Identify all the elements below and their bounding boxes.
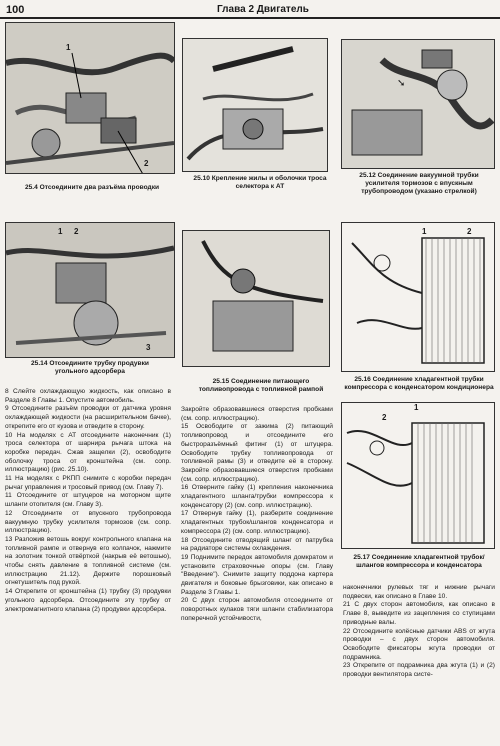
- paragraph: 11 Отсоедините от штуцеров на моторном щите шланги отопителя (см. Главу 3).: [5, 492, 171, 509]
- figure-25-17: [341, 402, 495, 549]
- figure-25-4: [5, 22, 175, 174]
- chapter-title: Глава 2 Двигатель: [217, 4, 309, 15]
- caption-25-15: 25.15 Соединение питающего топливопровода с топливной рампой: [198, 378, 324, 393]
- figure-25-15: [182, 230, 330, 367]
- paragraph: 11 На моделях с РКПП снимите с коробки передач рычаг управления и тросовый привод (см. Главу 7).: [5, 475, 171, 491]
- figure-25-14: [5, 222, 175, 358]
- paragraph: Закройте образовавшиеся отверстия пробками (см. сопр. иллюстрацию).: [181, 406, 333, 422]
- caption-25-12: 25.12 Соединение вакуумной трубки усилителя тормозов с впускным трубопроводом (указано стрелкой): [359, 172, 479, 195]
- condenser-diagram: [342, 223, 494, 371]
- paragraph: 17 Отвернув гайку (1), разберите соединение хладагентных трубок/шлангов конденсатора и компрессора (2) (см. сопр. иллюстрацию).: [181, 510, 333, 535]
- callout-2: 2: [74, 227, 79, 236]
- paragraph: 15 Освободите от зажима (2) питающий топливопровод и отсоедините его быстроразъёмный фитинг (1) от штуцера. Освободите трубку топливопровода от топливной рамы (3) и отведите её в сторону. Закройте образовавшиеся отверстия пробками (см. сопр. иллюстрацию).: [181, 423, 333, 483]
- figure-25-10: [182, 38, 328, 172]
- paragraph: 9 Отсоедините разъём проводки от датчика уровня охлаждающей жидкости (на расширительном бачке), открепите его от кузова и отведите в сторону.: [5, 405, 171, 430]
- callout-3: 3: [146, 343, 151, 352]
- paragraph: 14 Открепите от кронштейна (1) трубку (3) продувки угольного адсорбера. Отсоедините эту трубку от электромагнитного клапана (2) продувки адсорбера.: [5, 588, 171, 613]
- figure-25-16: [341, 222, 495, 372]
- paragraph: 22 Отсоедините колёсные датчики ABS от жгута проводки – с двух сторон автомобиля. Освободите фиксаторы жгута проводки от подрамника.: [343, 627, 495, 661]
- selector-cable-photo: [183, 39, 327, 171]
- page-number: 100: [6, 4, 25, 16]
- caption-25-4: 25.4 Отсоедините два разъёма проводки: [24, 184, 160, 191]
- paragraph: 18 Отсоедините отводящий шланг от патрубка на радиаторе системы охлаждения.: [181, 536, 333, 553]
- paragraph: 23 Открепите от подрамника два жгута (1) и (2) проводки вентилятора систе-: [343, 662, 495, 679]
- caption-25-17: 25.17 Соединение хладагентной трубок/шлангов компрессора и конденсатора: [353, 554, 485, 569]
- paragraph: 12 Отсоедините от впускного трубопровода вакуумную трубку усилителя тормозов (см. сопр. иллюстрацию).: [5, 509, 171, 535]
- fuel-line-photo: [183, 231, 329, 366]
- paragraph: 8 Слейте охлаждающую жидкость, как описано в Разделе 8 Главы 1. Опустите автомобиль.: [5, 388, 171, 404]
- refrigerant-lines-diagram: [342, 403, 494, 548]
- engine-wiring-photo: [6, 23, 174, 173]
- paragraph: 10 На моделях с АТ отсоедините наконечник (1) троса селектора от шарнира рычага штока на коробке передач. Сжав защелки (2), освободите оболочку троса от кронштейна (см. сопр. иллюстрацию) (рис. 25.10).: [5, 431, 171, 474]
- figure-25-12: [341, 39, 495, 169]
- callout-1: 1: [66, 43, 71, 52]
- callout-2: 2: [467, 227, 472, 236]
- callout-2: 2: [382, 413, 387, 422]
- arrow-icon: ➘: [397, 78, 406, 89]
- text-column-2: [181, 406, 333, 624]
- text-column-3: [343, 584, 495, 680]
- paragraph: 19 Поднимите передок автомобиля домкратом и установите страховочные опоры (см. Главу "Введение"). Снимите защиту поддона картера двигателя и боковые брызговики, как описано в Разделе 3 Главы 1.: [181, 553, 333, 596]
- callout-1: 1: [58, 227, 63, 236]
- text-column-1: [5, 388, 171, 614]
- purge-tube-photo: [6, 223, 174, 357]
- callout-1: 1: [414, 403, 419, 412]
- vacuum-tube-photo: [342, 40, 494, 168]
- caption-25-14: 25.14 Отсоедините трубку продувки угольного адсорбера: [31, 360, 149, 375]
- caption-25-16: 25.16 Соединение хладагентной трубки компрессора с конденсатором кондиционера: [344, 376, 494, 391]
- paragraph: 16 Отверните гайку (1) крепления наконечника хладагентного шланга/трубки компрессора к конденсатору (2) (см. сопр. иллюстрацию).: [181, 484, 333, 509]
- paragraph: 20 С двух сторон автомобиля отсоедините от поворотных кулаков тяги шланги стабилизатора поперечной устойчивости,: [181, 597, 333, 622]
- paragraph: 21 С двух сторон автомобиля, как описано в Главе 8, выведите из зацепления со ступицами приводные валы.: [343, 601, 495, 626]
- header-rule: [0, 17, 500, 19]
- paragraph: наконечники рулевых тяг и нижние рычаги подвески, как описано в Главе 10.: [343, 584, 495, 600]
- callout-2: 2: [144, 159, 149, 168]
- paragraph: 13 Разложив ветошь вокруг контрольного клапана на топливной рампе и отвернув его колпачок, нажмите на золотник тонкой отвёрткой (накрыв её ветошью), чтобы снять давление в топливной системе (см. иллюстрацию 21.12). Держите порошковый огнетушитель под рукой.: [5, 535, 171, 587]
- caption-25-10: 25.10 Крепление жилы и оболочки троса селектора к АТ: [193, 175, 327, 190]
- callout-1: 1: [422, 227, 427, 236]
